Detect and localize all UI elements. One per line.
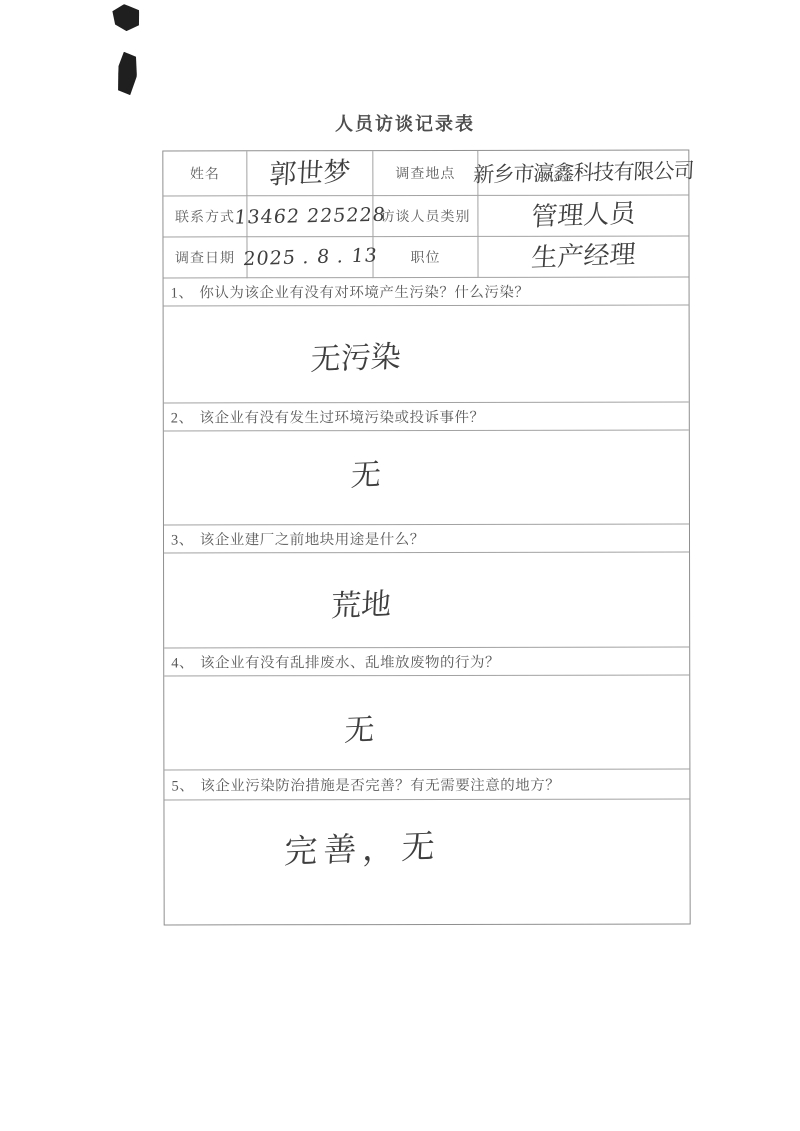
position-handwritten-value: 生产经理 [530,239,637,274]
survey-date-label-cell [163,237,247,278]
position-label: 职位 [410,250,441,267]
interviewee-category-value-cell [478,196,688,237]
position-value-cell [478,237,688,278]
name-label-cell [163,151,247,196]
question-3-number: 3、 [170,532,194,549]
question-3-text: 该企业建厂之前地块用途是什么？ [199,532,425,549]
page-title: 人员访谈记录表 [335,114,475,134]
scan-artifact-top [110,2,141,33]
answer-1-handwritten: 无污染 [309,339,402,378]
info-header-grid [163,151,695,279]
question-5-number: 5、 [171,778,195,795]
survey-date-label: 调查日期 [175,251,236,267]
question-1-text: 你认为该企业有没有对环境产生污染？什么污染？ [199,284,530,302]
question-4 [164,648,689,677]
contact-value-cell [232,196,388,237]
question-5 [164,770,689,801]
contact-handwritten-value: 13462 225228 [232,203,388,229]
interviewee-category-label: 访谈人员类别 [380,209,471,226]
survey-date-value-cell [241,237,379,278]
question-2-number: 2、 [170,410,194,427]
question-4-text: 该企业有没有乱排废水、乱堆放废物的行为？ [199,654,500,672]
answer-area-4 [164,676,689,771]
answer-area-2 [164,431,689,526]
answer-5-handwritten: 完善，无 [283,826,442,871]
question-3 [164,525,689,554]
question-2 [164,403,689,432]
answer-area-5 [164,800,689,925]
position-label-cell [373,237,478,278]
name-value-cell [247,151,373,196]
answer-3-handwritten: 荒地 [330,587,393,625]
question-1 [164,278,689,307]
interviewee-category-handwritten-value: 管理人员 [530,198,637,233]
name-handwritten-value: 郭世梦 [268,156,352,191]
interviewee-category-label-cell [373,196,478,237]
answer-2-handwritten: 无 [349,457,382,494]
answer-4-handwritten: 无 [343,712,376,749]
answer-area-1 [164,306,689,404]
question-2-text: 该企业有没有发生过环境污染或投诉事件？ [199,409,485,427]
scan-artifact-left [117,52,138,96]
name-label: 姓名 [189,167,220,183]
answer-area-3 [164,553,689,649]
location-value-cell [472,151,695,196]
question-4-number: 4、 [171,655,194,672]
location-label: 调查地点 [395,166,456,183]
location-handwritten-value: 新乡市瀛鑫科技有限公司 [472,158,695,187]
interview-form-table [162,150,695,926]
contact-label: 联系方式 [174,210,235,226]
question-1-number: 1、 [170,285,194,302]
question-5-text: 该企业污染防治措施是否完善？有无需要注意的地方？ [200,777,561,795]
survey-date-handwritten-value: 2025 . 8 . 13 [241,243,379,270]
location-label-cell [373,151,478,196]
